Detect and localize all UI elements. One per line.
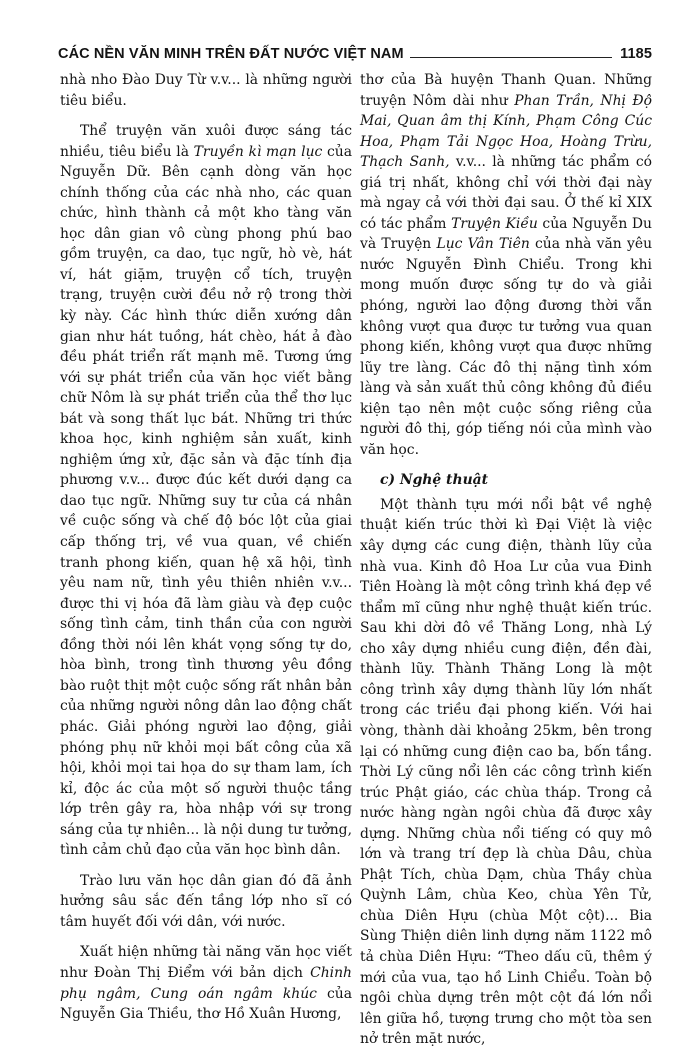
paragraph [60,871,352,933]
header-title: CÁC NỀN VĂN MINH TRÊN ĐẤT NƯỚC VIỆT NAM [58,46,404,62]
text-run: v.v... là những tác phẩm có giá trị nhất, không chỉ với thời đại này mà ngay cả với thời đại sau. Ở thế kỉ XIX có tác phẩm [360,154,652,232]
page-number: 1185 [620,46,652,62]
italic-title: Truyện Kiều [451,215,538,232]
text-run: Xuất hiện những tài năng văn học viết như Đoàn Thị Điểm với bản dịch [60,944,352,981]
text-run: nhà nho Đào Duy Từ v.v... là những người tiêu biểu. [60,72,352,109]
text-run: của Nguyễn Du và Truyện [360,215,652,253]
paragraph [360,70,652,460]
text-run: thơ của Bà huyện Thanh Quan. Những truyện Nôm dài như [360,72,652,109]
text-run: của nhà văn yêu nước Nguyễn Đình Chiểu. Trong khi mong muốn được sống tự do và giải phóng, người lao động đương thời vẫn không vượt qua được tư tưởng vua quan phong kiến, không vượt qua được những lũy tre làng. Các đô thị nặng tình xóm làng và sản xuất thủ công không đủ điều kiện tạo nên một cuộc sống riêng của người đô thị, góp tiếng nói của mình vào văn học. [360,236,653,458]
right-column [360,70,652,1060]
italic-title: Lục Vân Tiên [436,236,530,253]
italic-title: Chinh phụ ngâm, Cung oán ngâm khúc [60,964,352,1002]
text-run: Một thành tựu mới nổi bật về nghệ thuật kiến trúc thời kì Đại Việt là việc xây dựng các cung điện, thành lũy của nhà vua. Kinh đô Hoa Lư của vua Đinh Tiên Hoàng là một công trình khá đẹp về thẩm mĩ cũng như nghệ thuật kiến trúc. Sau khi dời đô về Thăng Long, nhà Lý cho xây dựng nhiều cung điện, đền đài, thành lũy. Thành Thăng Long là một công trình xây dựng thành lũy lớn nhất trong các triều đại phong kiến. Với hai vòng, thành dài khoảng 25km, bên trong lại có những cung điện cao ba, bốn tầng. Thời Lý cũng nổi lên các công trình kiến trúc Phật giáo, các chùa tháp. Trong cả nước hàng ngàn ngôi chùa đã được xây dựng. Những chùa nổi tiếng có quy mô lớn và trang trí đẹp là chùa Dâu, chùa Phật Tích, chùa Dạm, chùa Thầy chùa Quỳnh Lâm, chùa Keo, chùa Yên Tử, chùa Diên Hựu (chùa Một cột)... Bia Sùng Thiện diên linh dựng năm 1122 mô tả chùa Diên Hựu: “Theo dấu cũ, thêm ý mới của vua, tạo hồ Linh Chiểu. Toàn bộ ngôi chùa dựng trên một cột đá lớn nổi lên giữa hồ, tượng trưng cho một tòa sen nở trên mặt nước, [360,496,652,1048]
header-rule [410,57,612,58]
paragraph [60,70,352,111]
text-run: của Nguyễn Gia Thiều, thơ Hồ Xuân Hương, [60,985,352,1023]
left-column [60,70,352,1035]
running-header [58,40,652,62]
text-run: của Nguyễn Dữ. Bên cạnh dòng văn học chính thống của các nhà nho, các quan chức, hình thành cả một kho tàng văn học dân gian vô cùng phong phú bao gồm truyện, ca dao, tục ngữ, hò vè, hát ví, hát giặm, truyện cổ tích, truyện trạng, truyện cười đều nở rộ trong thời kỳ này. Các hình thức diễn xướng dân gian như hát tuồng, hát chèo, hát ả đào đều phát triển rất mạnh mẽ. Tương ứng với sự phát triển của văn học viết bằng chữ Nôm là sự phát triển của thể thơ lục bát và song thất lục bát. Những tri thức khoa học, kinh nghiệm sản xuất, kinh nghiệm ứng xử, đặc sản và đặc tính địa phương v.v... được đúc kết dưới dạng ca dao tục ngữ. Những suy tư của cá nhân về cuộc sống và chế độ bóc lột của giai cấp thống trị, về vua quan, về chiến tranh phong kiến, quan hệ xã hội, tình yêu nam nữ, tình yêu thiên nhiên v.v... được thi vị hóa đã làm giàu và đẹp cuộc sống tình cảm, tinh thần của con người đồng thời nói lên khát vọng sống tự do, hòa bình, trong tình thương yêu đồng bào ruột thịt một cuộc sống rất nhân bản của những người nông dân lao động chất phác. Giải phóng người lao động, giải phóng phụ nữ khỏi mọi bất công của xã hội, khỏi mọi tai họa do sự tham lam, ích kỉ, độc ác của một số người thuộc tầng lớp trên gây ra, hòa nhập với sự trong sáng của tự nhiên... là nội dung tư tưởng, tình cảm chủ đạo của văn học bình dân. [60,143,352,859]
paragraph [60,942,352,1024]
text-run: Trào lưu văn học dân gian đó đã ảnh hưởng sâu sắc đến tầng lớp nho sĩ có tâm huyết đối với dân, với nước. [60,872,352,930]
italic-title: Phan Trần, Nhị Độ Mai, Quan âm thị Kính, Phạm Công Cúc Hoa, Phạm Tải Ngọc Hoa, Hoàng Trừu, Thạch Sanh, [360,92,652,171]
italic-title: Truyền kì mạn lục [193,143,323,160]
paragraph [60,121,352,861]
paragraph [360,495,652,1050]
section-subheading: c) Nghệ thuật [380,472,489,489]
text-run: Thể truyện văn xuôi được sáng tác nhiều, tiêu biểu là [60,123,352,160]
